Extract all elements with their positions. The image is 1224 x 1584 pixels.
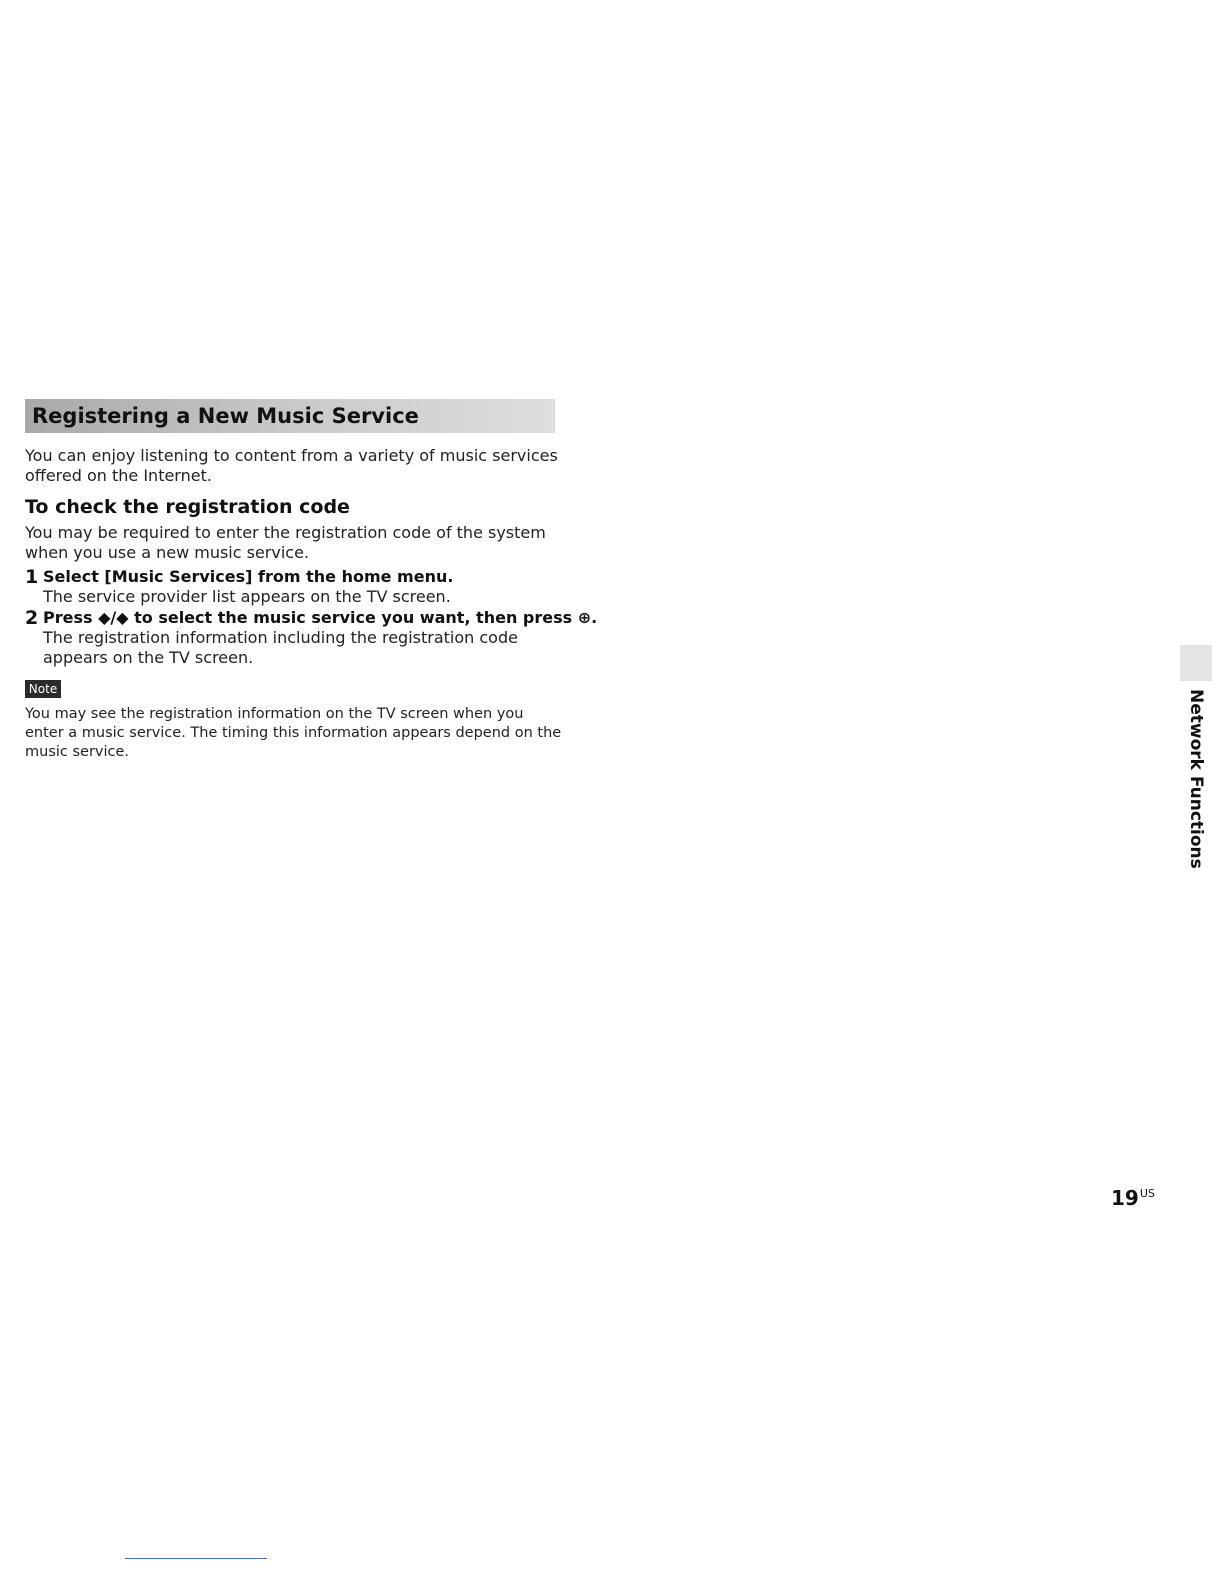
side-tab-marker — [1180, 645, 1212, 681]
note-text: You may see the registration information on the TV screen when you enter a music service. The timing this information appears depend on the music service. — [25, 706, 562, 760]
note-badge: Note — [25, 680, 61, 698]
step-number: 2 — [25, 607, 39, 629]
section-title: Registering a New Music Service — [32, 404, 419, 428]
side-tab-label: Network Functions — [1186, 689, 1206, 869]
step-body: The registration information including the registration code appears on the TV screen. — [43, 628, 518, 667]
subsection-intro: You may be required to enter the registration code of the system when you use a new music service. — [25, 523, 546, 562]
step-title: Press ◆/◆ to select the music service you want, then press ⊕. — [43, 608, 598, 627]
step-body: The service provider list appears on the TV screen. — [43, 587, 451, 606]
page-number — [1111, 1186, 1155, 1210]
step-number: 1 — [25, 566, 39, 588]
page-number-value: 19 — [1111, 1186, 1139, 1210]
step-title: Select [Music Services] from the home menu. — [43, 567, 454, 586]
bottom-rule — [125, 1558, 267, 1559]
section-heading-bar — [25, 399, 555, 433]
page-number-suffix: US — [1139, 1187, 1155, 1201]
section-intro: You can enjoy listening to content from a variety of music services offered on the Internet. — [25, 446, 558, 485]
subsection-title: To check the registration code — [25, 496, 350, 518]
